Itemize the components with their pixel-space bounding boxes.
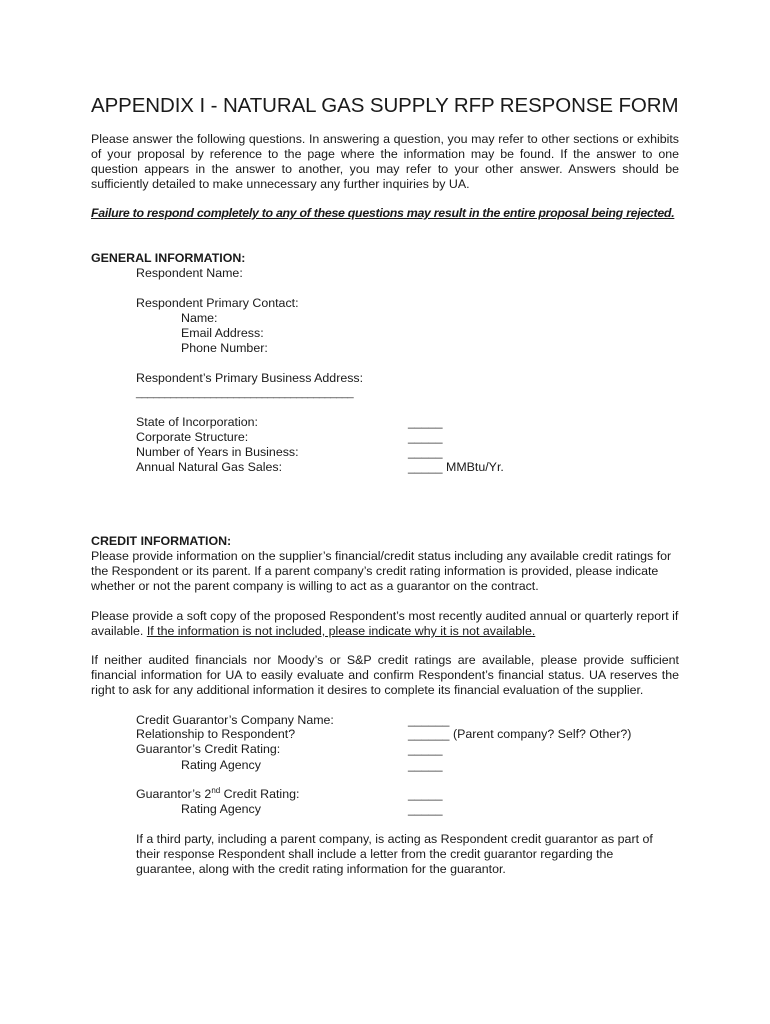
relationship-note: (Parent company? Self? Other?)	[453, 727, 632, 741]
business-address-label: Respondent’s Primary Business Address:	[136, 371, 364, 385]
general-heading: GENERAL INFORMATION:	[91, 251, 246, 265]
sales-blank[interactable]: _____	[408, 460, 443, 474]
contact-name-label: Name:	[181, 311, 218, 325]
credit-paragraph-2	[91, 609, 679, 639]
respondent-name-label: Respondent Name:	[136, 266, 243, 280]
credit-paragraph-1: Please provide information on the supplier’s financial/credit status including any available credit ratings for the Respondent or its parent. If a parent company’s credit rating information is provided, please indicate whether or not the parent company is willing to act as a guarantor on the contract.	[91, 549, 672, 593]
second-rating-label-start: Guarantor’s 2	[136, 787, 212, 801]
warning-notice: Failure to respond completely to any of these questions may result in the entire proposal being rejected.	[91, 206, 675, 220]
second-rating-label-superscript: nd	[211, 785, 221, 795]
second-rating-label	[136, 787, 299, 802]
rating-agency-label: Rating Agency	[181, 758, 261, 772]
credit-heading: CREDIT INFORMATION:	[91, 534, 232, 548]
guarantor-name-label: Credit Guarantor’s Company Name:	[136, 713, 334, 727]
guarantor-name-blank[interactable]: ______	[408, 713, 450, 727]
structure-label: Corporate Structure:	[136, 430, 249, 444]
second-rating-agency-label: Rating Agency	[181, 802, 261, 816]
intro-paragraph: Please answer the following questions. In answering a question, you may refer to other sections or exhibits of your proposal by reference to the page where the information may be found. If the answer to one question appears in the answer to another, you may refer to your other answer. Answers should be sufficiently detailed to make unnecessary any further inquiries by UA.	[91, 132, 679, 191]
years-label: Number of Years in Business:	[136, 445, 299, 459]
rating-agency-blank[interactable]: _____	[408, 758, 443, 772]
credit-paragraph-2-underlined: If the information is not included, please indicate why it is not available.	[146, 624, 536, 638]
primary-contact-label: Respondent Primary Contact:	[136, 296, 299, 310]
relationship-blank[interactable]: ______	[408, 727, 450, 741]
second-rating-label-end: Credit Rating:	[220, 787, 300, 801]
contact-phone-label: Phone Number:	[181, 341, 268, 355]
state-label: State of Incorporation:	[136, 415, 258, 429]
state-blank[interactable]: _____	[408, 415, 443, 429]
contact-email-label: Email Address:	[181, 326, 264, 340]
page-title: APPENDIX I - NATURAL GAS SUPPLY RFP RESPONSE FORM	[91, 94, 679, 117]
sales-unit: MMBtu/Yr.	[446, 460, 504, 474]
relationship-label: Relationship to Respondent?	[136, 727, 296, 741]
business-address-line[interactable]: ______________________________________	[136, 387, 354, 399]
years-blank[interactable]: _____	[408, 445, 443, 459]
guarantor-rating-blank[interactable]: _____	[408, 742, 443, 756]
second-rating-blank[interactable]: _____	[408, 787, 443, 801]
sales-label: Annual Natural Gas Sales:	[136, 460, 283, 474]
second-rating-agency-blank[interactable]: _____	[408, 802, 443, 816]
credit-paragraph-3: If neither audited financials nor Moody’s or S&P credit ratings are available, please provide sufficient financial information for UA to easily evaluate and confirm Respondent’s financial status. UA reserves the right to ask for any additional information it desires to complete its financial evaluation of the supplier.	[91, 653, 679, 697]
credit-paragraph-2-text: Please provide a soft copy of the proposed Respondent’s most recently audited annual or quarterly report if available.	[91, 609, 679, 638]
third-party-paragraph: If a third party, including a parent company, is acting as Respondent credit guarantor as part of their response Respondent shall include a letter from the credit guarantor regarding the guarantee, along with the credit rating information for the guarantor.	[136, 832, 653, 876]
guarantor-rating-label: Guarantor’s Credit Rating:	[136, 742, 281, 756]
structure-blank[interactable]: _____	[408, 430, 443, 444]
